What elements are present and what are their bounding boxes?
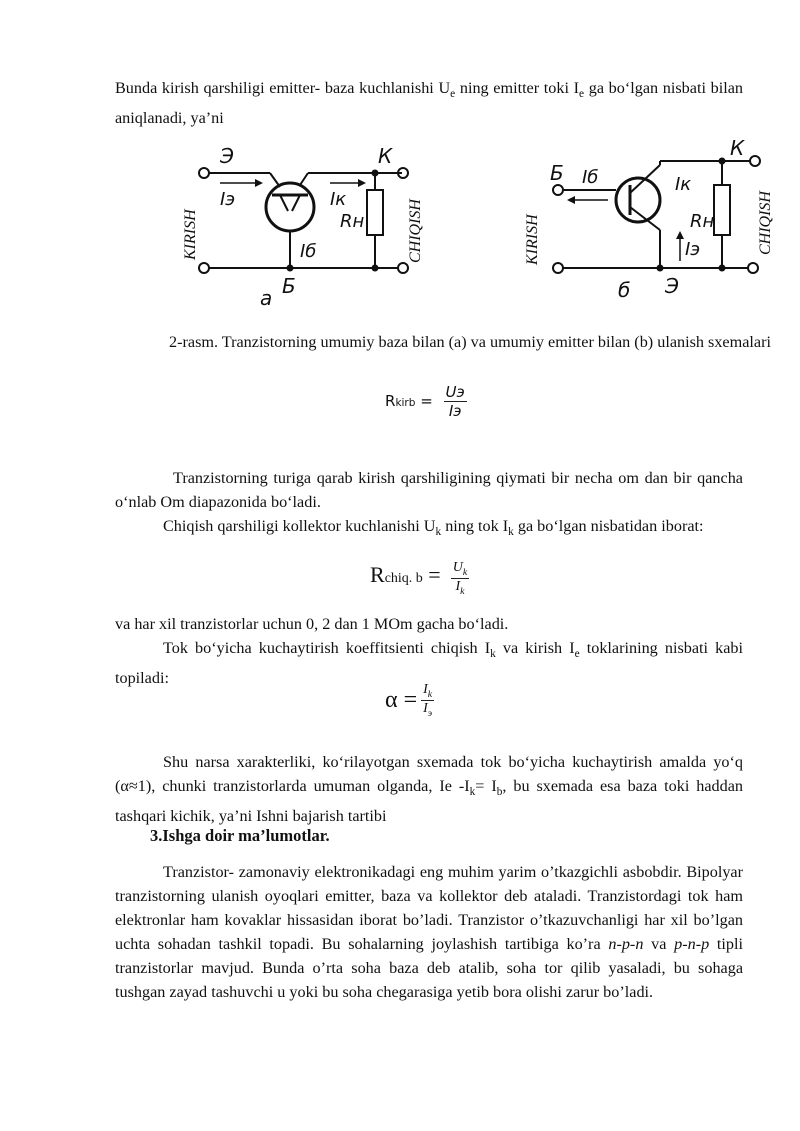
output-intro-c: ga bo‘lgan nisbatidan iborat: bbox=[513, 517, 704, 535]
label-base-b: Б bbox=[550, 161, 564, 185]
info-pnp: p-n-p bbox=[674, 935, 710, 953]
rout-num-sub: k bbox=[462, 566, 468, 578]
label-ie-b: Iэ bbox=[685, 239, 701, 260]
characteristic-text-b: = I bbox=[475, 777, 497, 795]
alpha-numerator: I bbox=[423, 682, 428, 697]
output-intro-b: ning tok I bbox=[441, 517, 509, 535]
label-collector-a: К bbox=[378, 144, 393, 168]
output-intro-a: Chiqish qarshiligi kollektor kuchlanishi U bbox=[163, 517, 436, 535]
label-ib-b: Iб bbox=[582, 167, 599, 188]
circuit-figure bbox=[170, 135, 780, 310]
terminal-emitter bbox=[199, 168, 209, 178]
rin-eq: = bbox=[415, 392, 433, 410]
label-output-b: CHIQISH bbox=[757, 191, 774, 255]
label-ie-a: Iэ bbox=[220, 189, 236, 210]
section-heading: 3.Ishga doir ma’lumotlar. bbox=[150, 826, 330, 845]
gain-text-b: va kirish I bbox=[495, 639, 575, 657]
info-paragraph bbox=[115, 860, 743, 1004]
load-resistor-b bbox=[714, 185, 730, 235]
label-output-a: CHIQISH bbox=[407, 199, 424, 263]
label-letter-b: б bbox=[618, 278, 631, 302]
output-range-paragraph: va har xil tranzistorlar uchun 0, 2 dan 1 MOm gacha bo‘ladi. bbox=[115, 615, 509, 633]
load-resistor-a bbox=[367, 190, 383, 235]
label-emitter-a: Э bbox=[220, 144, 234, 168]
characteristic-sub-k: k bbox=[469, 786, 476, 799]
characteristic-text-a: Shu narsa xarakterliki, ko‘rilayotgan sxemada tok bo‘yicha kuchaytirish amalda yo‘q (α≈1), chunki tranzistorlarda umuman olganda, Ie -I bbox=[115, 753, 743, 795]
label-ik-a: Iк bbox=[330, 189, 347, 210]
formula-output-resistance bbox=[370, 560, 469, 597]
formula-input-resistance bbox=[385, 383, 467, 420]
label-letter-a: а bbox=[260, 286, 273, 310]
label-ik-b: Iк bbox=[675, 174, 692, 195]
gain-sub-k: k bbox=[490, 648, 496, 661]
characteristic-paragraph bbox=[115, 750, 743, 828]
intro-text-c: ga bo‘lgan nisbati bilan aniqlanadi, ya’ni bbox=[115, 79, 743, 128]
info-va: va bbox=[643, 935, 675, 953]
rout-sub: chiq. b bbox=[384, 570, 423, 586]
rin-numerator: Uэ bbox=[445, 383, 465, 401]
label-base-a: Б bbox=[282, 274, 296, 298]
gain-sub-e: e bbox=[574, 648, 580, 661]
output-sub-k: k bbox=[435, 526, 442, 539]
intro-text-b: ning emitter toki I bbox=[455, 79, 580, 97]
rout-numerator: U bbox=[452, 560, 463, 575]
intro-paragraph bbox=[115, 76, 743, 130]
formula-current-gain bbox=[385, 682, 434, 719]
alpha-num-sub: k bbox=[427, 688, 433, 700]
label-rh-a: Rн bbox=[340, 211, 365, 232]
figure-caption: 2-rasm. Tranzistorning umumiy baza bilan (a) va umumiy emitter bilan (b) ulanish sxemalari bbox=[169, 333, 771, 351]
rout-den-sub: k bbox=[460, 585, 465, 597]
label-collector-b: К bbox=[730, 136, 745, 160]
label-ib-a: Iб bbox=[300, 241, 317, 262]
intro-sub: e bbox=[450, 88, 456, 101]
range-paragraph: Tranzistorning turiga qarab kirish qarshiligining qiymati bir necha om dan bir qancha o‘nlab Om diapazonida bo‘ladi. bbox=[115, 469, 743, 511]
rin-denominator: Iэ bbox=[448, 402, 462, 420]
gain-text-c: toklarining nisbati kabi topiladi: bbox=[115, 639, 743, 688]
intro-text: Bunda kirish qarshiligi emitter- baza kuchlanishi U bbox=[115, 79, 451, 97]
output-intro-paragraph bbox=[115, 514, 743, 544]
gain-text-a: Tok bo‘yicha kuchaytirish koeffitsienti chiqish I bbox=[163, 639, 491, 657]
rin-label: R bbox=[385, 392, 396, 410]
alpha-denominator: I bbox=[423, 700, 428, 716]
label-emitter-b: Э bbox=[665, 274, 679, 298]
characteristic-sub-b: b bbox=[496, 786, 503, 799]
info-npn: n-p-n bbox=[608, 935, 644, 953]
label-input-b: KIRISH bbox=[524, 214, 541, 265]
alpha-den-sub: э bbox=[427, 707, 433, 719]
transistor-a-icon bbox=[266, 183, 314, 231]
output-sub-k2: k bbox=[508, 526, 514, 539]
characteristic-text-c: , bu sxemada esa baza toki haddan tashqari kichik, ya’ni Ishni bajarish tartibi bbox=[115, 777, 743, 826]
rin-sub: kirb bbox=[395, 397, 416, 409]
info-text: Tranzistor- zamonaviy elektronikadagi eng muhim yarim o’tkazgichli asbobdir. Bipolyar tranzistorning ulanish oyoqlari emitter, baza va kollektor deb ataladi. Tranzistordagi tok ham elektronlar ham kovaklar hissasidan iborat bo’ladi. Tranzistor o’tkazuvchanligi har xil bo’lgan uchta sohadan tashkil topadi. Bu sohalarning joylashish tartibiga ko’ra bbox=[115, 863, 743, 953]
alpha-label: α = bbox=[385, 686, 418, 713]
label-input-a: KIRISH bbox=[182, 209, 199, 260]
rout-denominator: I bbox=[455, 578, 461, 594]
rout-eq: = bbox=[422, 561, 441, 587]
label-rh-b: Rн bbox=[690, 211, 715, 232]
info-rest: tipli tranzistorlar mavjud. Bunda o’rta soha baza deb atalib, soha tor qilib yasaladi, bu sohaga tushgan zayad tashuvchi u yoki bu soha chegarasiga yetib bora olishi zarur bo’ladi. bbox=[115, 935, 744, 1001]
rout-label: R bbox=[370, 561, 385, 587]
intro-sub-2: e bbox=[579, 88, 585, 101]
